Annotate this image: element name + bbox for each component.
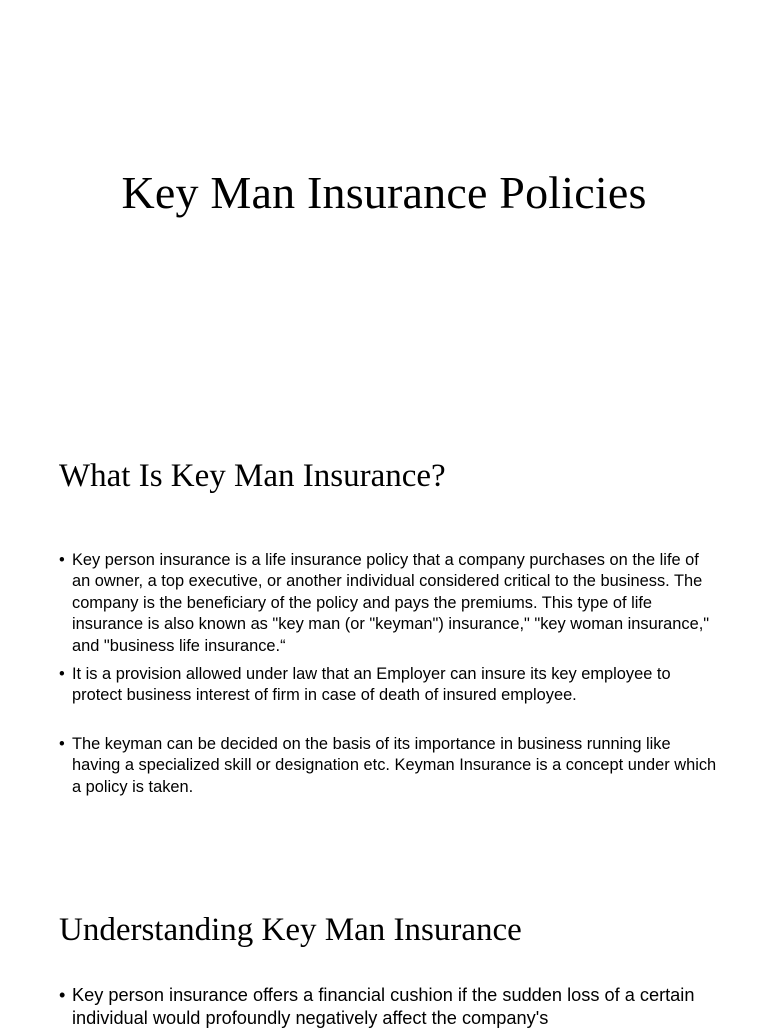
section-heading-understanding: Understanding Key Man Insurance [59,912,522,948]
list-item [59,550,719,657]
bullet-icon: • [59,665,65,684]
list-item-text: It is a provision allowed under law that an Employer can insure its key employee to protect business interest of firm in case of death of insured employee. [72,665,671,705]
bullet-list-what-is [59,550,719,798]
page-title: Key Man Insurance Policies [121,167,647,218]
bullet-icon: • [59,985,66,1005]
list-item [59,984,719,1030]
bullet-icon: • [59,551,65,569]
title-slide [0,0,768,430]
list-item [59,734,719,798]
section-heading-what-is: What Is Key Man Insurance? [59,458,446,494]
list-item [59,664,719,707]
list-item-text: Key person insurance offers a financial cushion if the sudden loss of a certain individual would profoundly negatively affect the company's [72,985,695,1028]
bullet-icon: • [59,734,65,753]
list-item-text: The keyman can be decided on the basis of its importance in business running like having a specialized skill or designation etc. Keyman Insurance is a concept under which a policy is taken. [72,734,717,796]
bullet-list-understanding [59,984,719,1030]
list-item-text: Key person insurance is a life insurance policy that a company purchases on the life of an owner, a top executive, or another individual considered critical to the business. The company is the beneficiary of the policy and pays the premiums. This type of life insurance is also known as "key man (or "keyman") insurance," "key woman insurance," and "business life insurance.“ [72,551,710,655]
